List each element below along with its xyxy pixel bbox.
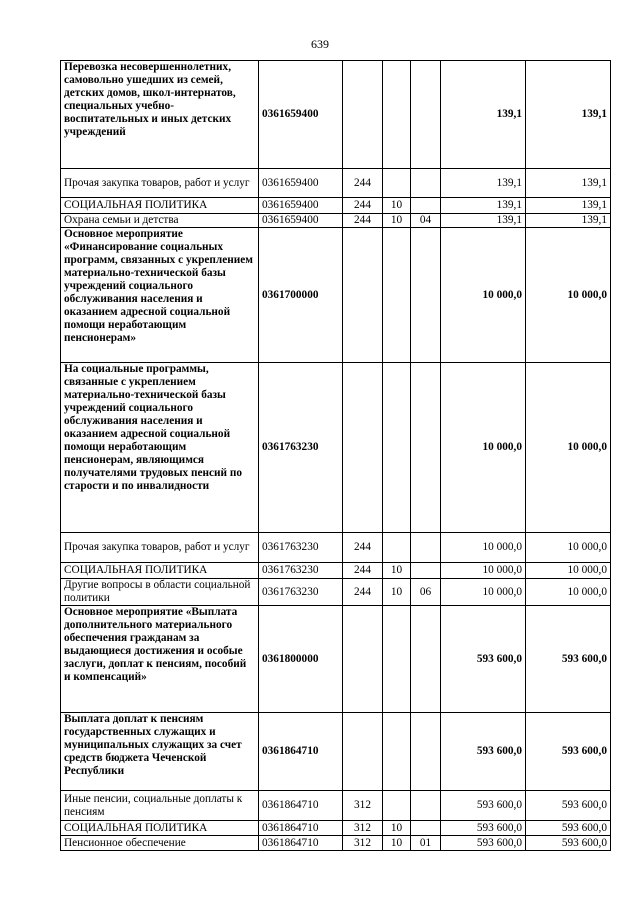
row-amount-year-2: 593 600,0 xyxy=(526,606,611,713)
row-amount-year-1: 139,1 xyxy=(441,169,526,198)
row-section xyxy=(383,61,411,169)
row-expense-type: 244 xyxy=(343,563,383,579)
row-expense-type xyxy=(343,61,383,169)
row-expense-type xyxy=(343,606,383,713)
page-number: 639 xyxy=(311,37,329,51)
row-name: Другие вопросы в области социальной политики xyxy=(61,579,259,606)
row-amount-year-1: 593 600,0 xyxy=(441,713,526,791)
row-section xyxy=(383,363,411,533)
row-code: 0361864710 xyxy=(259,713,343,791)
row-code: 0361763230 xyxy=(259,363,343,533)
row-name: Иные пенсии, социальные доплаты к пенсиям xyxy=(61,791,259,821)
row-code: 0361864710 xyxy=(259,836,343,851)
table-row xyxy=(61,228,611,363)
row-amount-year-1: 10 000,0 xyxy=(441,363,526,533)
row-code: 0361763230 xyxy=(259,533,343,563)
row-amount-year-1: 593 600,0 xyxy=(441,606,526,713)
row-section: 10 xyxy=(383,563,411,579)
row-amount-year-2: 10 000,0 xyxy=(526,533,611,563)
row-amount-year-2: 10 000,0 xyxy=(526,563,611,579)
row-expense-type: 312 xyxy=(343,821,383,836)
table-row xyxy=(61,363,611,533)
row-amount-year-2: 10 000,0 xyxy=(526,579,611,606)
row-code: 0361659400 xyxy=(259,198,343,214)
row-code: 0361659400 xyxy=(259,61,343,169)
table-row xyxy=(61,563,611,579)
row-name: На социальные программы, связанные с укреплением материально-технической базы учреждений социального обслуживания населения и оказанием адресной социальной помощи неработающим пенсионерам, являющимся получателями трудовых пенсий по старости и по инвалидности xyxy=(61,363,259,533)
row-amount-year-1: 139,1 xyxy=(441,61,526,169)
row-name: Прочая закупка товаров, работ и услуг xyxy=(61,169,259,198)
row-section xyxy=(383,791,411,821)
row-expense-type: 244 xyxy=(343,533,383,563)
row-name: Выплата доплат к пенсиям государственных служащих и муниципальных служащих за счет средств бюджета Чеченской Республики xyxy=(61,713,259,791)
row-subsection xyxy=(411,169,441,198)
row-amount-year-1: 10 000,0 xyxy=(441,563,526,579)
budget-table xyxy=(60,60,611,851)
table-row xyxy=(61,214,611,228)
row-section: 10 xyxy=(383,579,411,606)
row-amount-year-2: 139,1 xyxy=(526,198,611,214)
row-subsection: 06 xyxy=(411,579,441,606)
row-name: Перевозка несовершеннолетних, самовольно ушедших из семей, детских домов, школ-интернатов, специальных учебно-воспитательных и иных детских учреждений xyxy=(61,61,259,169)
row-amount-year-2: 593 600,0 xyxy=(526,836,611,851)
row-amount-year-1: 139,1 xyxy=(441,214,526,228)
row-name: СОЦИАЛЬНАЯ ПОЛИТИКА xyxy=(61,821,259,836)
row-amount-year-1: 10 000,0 xyxy=(441,533,526,563)
row-expense-type: 244 xyxy=(343,579,383,606)
row-subsection xyxy=(411,533,441,563)
row-subsection: 01 xyxy=(411,836,441,851)
row-section xyxy=(383,169,411,198)
row-code: 0361659400 xyxy=(259,169,343,198)
table-row xyxy=(61,533,611,563)
row-section xyxy=(383,606,411,713)
table-row xyxy=(61,713,611,791)
row-section: 10 xyxy=(383,214,411,228)
row-subsection xyxy=(411,563,441,579)
row-subsection xyxy=(411,228,441,363)
row-subsection xyxy=(411,821,441,836)
table-row xyxy=(61,198,611,214)
row-amount-year-2: 139,1 xyxy=(526,214,611,228)
row-amount-year-1: 139,1 xyxy=(441,198,526,214)
row-code: 0361800000 xyxy=(259,606,343,713)
row-amount-year-2: 139,1 xyxy=(526,169,611,198)
table-row xyxy=(61,169,611,198)
row-name: СОЦИАЛЬНАЯ ПОЛИТИКА xyxy=(61,563,259,579)
table-row xyxy=(61,606,611,713)
row-name: Пенсионное обеспечение xyxy=(61,836,259,851)
row-section xyxy=(383,228,411,363)
row-amount-year-2: 139,1 xyxy=(526,61,611,169)
row-section: 10 xyxy=(383,836,411,851)
row-amount-year-1: 10 000,0 xyxy=(441,228,526,363)
table-row xyxy=(61,821,611,836)
row-subsection xyxy=(411,713,441,791)
budget-table-body xyxy=(61,61,611,851)
row-name: СОЦИАЛЬНАЯ ПОЛИТИКА xyxy=(61,198,259,214)
row-code: 0361763230 xyxy=(259,563,343,579)
row-amount-year-1: 593 600,0 xyxy=(441,821,526,836)
row-name: Прочая закупка товаров, работ и услуг xyxy=(61,533,259,563)
row-name: Основное мероприятие «Выплата дополнительного материального обеспечения гражданам за выдающиеся достижения и особые заслуги, доплат к пенсиям, пособий и компенсаций» xyxy=(61,606,259,713)
row-subsection xyxy=(411,61,441,169)
row-subsection xyxy=(411,791,441,821)
table-row xyxy=(61,791,611,821)
row-expense-type xyxy=(343,713,383,791)
row-expense-type xyxy=(343,228,383,363)
row-section: 10 xyxy=(383,821,411,836)
row-amount-year-1: 10 000,0 xyxy=(441,579,526,606)
row-amount-year-2: 593 600,0 xyxy=(526,791,611,821)
row-amount-year-1: 593 600,0 xyxy=(441,791,526,821)
row-name: Охрана семьи и детства xyxy=(61,214,259,228)
row-section xyxy=(383,713,411,791)
row-expense-type: 312 xyxy=(343,836,383,851)
row-expense-type: 244 xyxy=(343,198,383,214)
row-subsection xyxy=(411,363,441,533)
row-expense-type: 244 xyxy=(343,214,383,228)
row-code: 0361659400 xyxy=(259,214,343,228)
row-amount-year-2: 593 600,0 xyxy=(526,821,611,836)
row-amount-year-2: 10 000,0 xyxy=(526,363,611,533)
row-amount-year-2: 10 000,0 xyxy=(526,228,611,363)
row-name: Основное мероприятие «Финансирование социальных программ, связанных с укреплением материально-технической базы учреждений социального обслуживания населения и оказанием адресной социальной помощи неработающим пенсионерам» xyxy=(61,228,259,363)
row-subsection xyxy=(411,606,441,713)
row-subsection xyxy=(411,198,441,214)
row-expense-type xyxy=(343,363,383,533)
row-section xyxy=(383,533,411,563)
table-row xyxy=(61,579,611,606)
row-expense-type: 244 xyxy=(343,169,383,198)
row-section: 10 xyxy=(383,198,411,214)
row-subsection: 04 xyxy=(411,214,441,228)
table-row xyxy=(61,61,611,169)
table-row xyxy=(61,836,611,851)
row-code: 0361864710 xyxy=(259,821,343,836)
row-code: 0361700000 xyxy=(259,228,343,363)
row-amount-year-2: 593 600,0 xyxy=(526,713,611,791)
row-code: 0361864710 xyxy=(259,791,343,821)
row-expense-type: 312 xyxy=(343,791,383,821)
row-code: 0361763230 xyxy=(259,579,343,606)
row-amount-year-1: 593 600,0 xyxy=(441,836,526,851)
